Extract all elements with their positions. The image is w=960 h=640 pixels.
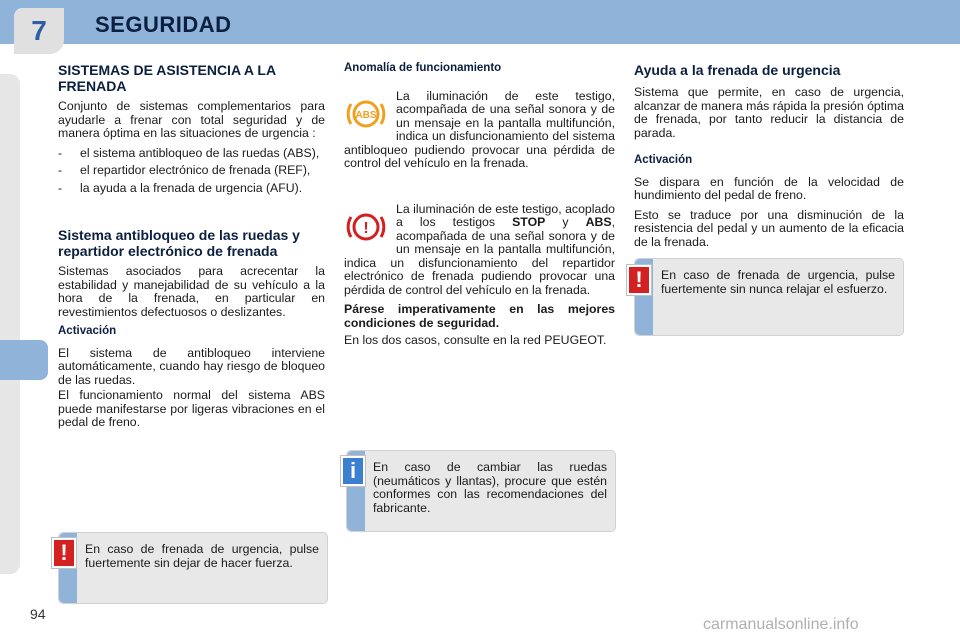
section-heading-emergency-braking: Ayuda a la frenada de urgencia bbox=[634, 62, 841, 78]
warning-note-right bbox=[634, 258, 904, 336]
note-text: En caso de frenada de urgencia, pulse fuertemente sin nunca relajar el esfuerzo. bbox=[661, 268, 895, 296]
intro-paragraph: Conjunto de sistemas complementarios para ayudarle a frenar con total seguridad y de manera óptima en las situaciones de urgencia : bbox=[58, 99, 325, 140]
watermark: carmanualsonline.info bbox=[703, 616, 859, 633]
list-item: - el sistema antibloqueo de las ruedas (ABS), bbox=[58, 147, 325, 161]
consult-network-paragraph: En los dos casos, consulte en la red PEUGEOT. bbox=[344, 333, 607, 347]
info-note-middle bbox=[346, 450, 616, 532]
brake-lamp-text: ! bbox=[363, 219, 369, 237]
ref-text-b: y bbox=[545, 215, 586, 229]
abs-warning-lamp-icon bbox=[344, 92, 388, 136]
brake-lamp-left-arc bbox=[348, 217, 351, 237]
abs-lamp-text: ABS bbox=[355, 109, 377, 121]
stop-imperative-text: Párese imperativamente en las mejores condiciones de seguridad. bbox=[344, 302, 615, 330]
abs-vibration-paragraph: El funcionamiento normal del sistema ABS puede manifestarse por ligeras vibraciones en el pedal de freno. bbox=[58, 388, 325, 429]
warning-note-left bbox=[58, 532, 328, 604]
emergency-braking-paragraph: Sistema que permite, en caso de urgencia, alcanzar de manera más rápida la presión óptima de frenada, por tanto reducir la distancia de parada. bbox=[634, 85, 904, 140]
abs-activation-paragraph: El sistema de antibloqueo interviene automáticamente, cuando hay riesgo de bloqueo de las ruedas. bbox=[58, 345, 325, 387]
warning-icon: ! bbox=[627, 265, 651, 295]
section-heading-abs: Sistema antibloqueo de las ruedas y repartidor electrónico de frenada bbox=[58, 227, 300, 259]
list-item: - la ayuda a la frenada de urgencia (AFU). bbox=[58, 182, 325, 196]
page-title: SEGURIDAD bbox=[95, 12, 232, 37]
brake-lamp-right-arc bbox=[381, 217, 384, 237]
chapter-number: 7 bbox=[14, 8, 64, 54]
abs-lamp-left-arc bbox=[348, 104, 351, 124]
note-text: En caso de cambiar las ruedas (neumáticos y llantas), procure que estén conformes con las recomendaciones del fabricante. bbox=[373, 460, 607, 515]
brake-warning-lamp-icon bbox=[344, 205, 388, 249]
section-heading-braking-assist: SISTEMAS DE ASISTENCIA A LA FRENADA bbox=[58, 62, 276, 94]
activation-heading: Activación bbox=[58, 325, 117, 337]
stop-label: STOP bbox=[512, 215, 546, 229]
note-text: En caso de frenada de urgencia, pulse fuertemente sin dejar de hacer fuerza. bbox=[85, 542, 319, 570]
ref-text-a: La iluminación de este testigo, acoplado a los testigos bbox=[396, 201, 615, 229]
warning-icon: ! bbox=[52, 538, 76, 568]
column-middle bbox=[344, 62, 615, 354]
malfunction-heading: Anomalía de funcionamiento bbox=[344, 62, 502, 74]
column-left bbox=[58, 62, 325, 436]
activation-heading: Activación bbox=[634, 154, 693, 166]
systems-list bbox=[58, 147, 325, 196]
abs-lamp-right-arc bbox=[381, 104, 384, 124]
chapter-tab bbox=[0, 340, 48, 380]
activation-paragraph: Se dispara en función de la velocidad de hundimiento del pedal de freno. bbox=[634, 174, 904, 202]
abs-paragraph: Sistemas asociados para acrecentar la estabilidad y manejabilidad de su vehículo a la hora de la frenada, en particular en revestimientos defectuosos o deslizantes. bbox=[58, 264, 325, 319]
side-band bbox=[0, 74, 20, 574]
abs-malfunction-paragraph: La iluminación de este testigo, acompañada de una señal sonora y de un mensaje en la pantalla multifunción, indica un disfuncionamiento del sistema antibloqueo pudiendo provocar una pérdida de control del vehículo en la frenada. bbox=[344, 88, 615, 170]
column-right bbox=[634, 62, 904, 255]
page-number: 94 bbox=[30, 606, 46, 622]
ref-text-c: , acompañada de una señal sonora y de un mensaje en la pantalla multifunción, indica un disfuncionamiento del repartidor electrónico de frenada pudiendo provocar una pérdida de control del vehículo en la frenada. bbox=[344, 215, 616, 297]
list-item: - el repartidor electrónico de frenada (REF), bbox=[58, 164, 325, 178]
effect-paragraph: Esto se traduce por una disminución de la resistencia del pedal y un aumento de la eficacia de la frenada. bbox=[634, 207, 904, 249]
abs-label: ABS bbox=[585, 215, 612, 229]
info-icon: i bbox=[341, 456, 365, 486]
